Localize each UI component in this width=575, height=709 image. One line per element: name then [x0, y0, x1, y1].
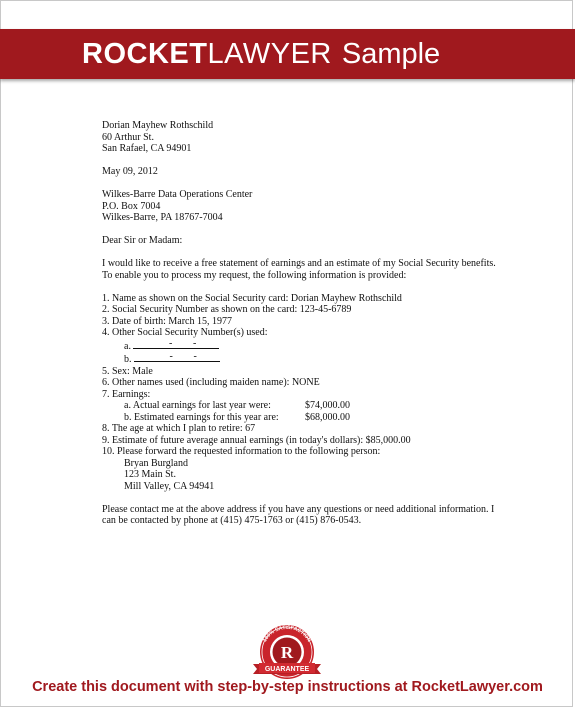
sender-city: San Rafael, CA 94901 — [102, 143, 192, 154]
salutation: Dear Sir or Madam: — [102, 235, 183, 246]
item-7b-label: b. Estimated earnings for this year are: — [124, 411, 279, 423]
blank-dash: - — [192, 337, 197, 349]
intro-line-1: I would like to receive a free statement of earnings and an estimate of my Social Security benefits. — [102, 258, 496, 269]
satisfaction-guarantee-seal-icon — [249, 620, 325, 680]
item-7b-value: $68,000.00 — [305, 411, 350, 423]
blank-dash: - — [193, 351, 197, 362]
letter-body — [102, 120, 502, 527]
sender-street: 60 Arthur St. — [102, 131, 154, 143]
item-4b — [102, 352, 502, 366]
blank-dash: - — [168, 337, 173, 349]
item-7: 7. Earnings: — [102, 388, 151, 400]
item-4: 4. Other Social Security Number(s) used: — [102, 327, 268, 338]
letter-date: May 09, 2012 — [102, 166, 158, 177]
item-4a — [102, 339, 502, 353]
item-4b-label: b. — [124, 354, 132, 365]
item-6: 6. Other names used (including maiden name): NONE — [102, 377, 320, 388]
item-4a-label: a. — [124, 340, 131, 352]
footer-cta-link[interactable]: Create this document with step-by-step instructions at RocketLawyer.com — [32, 679, 543, 695]
item-10: 10. Please forward the requested information to the following person: — [102, 446, 381, 457]
item-2: 2. Social Security Number as shown on the card: 123-45-6789 — [102, 304, 352, 315]
item-8: 8. The age at which I plan to retire: 67 — [102, 423, 256, 434]
forward-city: Mill Valley, CA 94941 — [124, 480, 215, 492]
closing-line-1: Please contact me at the above address if you have any questions or need additional information. I — [102, 503, 495, 515]
closing-line-2: can be contacted by phone at (415) 475-1763 or (415) 876-0543. — [102, 515, 362, 526]
item-7a — [102, 400, 502, 412]
seal-top-text: 100% SATISFACTION — [262, 624, 312, 644]
ssn-blank-b — [134, 352, 220, 362]
item-7b — [102, 412, 502, 424]
item-5: 5. Sex: Male — [102, 365, 153, 377]
recipient-city: Wilkes-Barre, PA 18767-7004 — [102, 212, 223, 223]
recipient-box: P.O. Box 7004 — [102, 200, 161, 212]
brand-rocket: ROCKET — [82, 38, 208, 70]
item-1: 1. Name as shown on the Social Security card: Dorian Mayhew Rothschild — [102, 292, 402, 304]
item-7a-value: $74,000.00 — [305, 400, 350, 411]
brand-lawyer: LAWYER — [207, 38, 332, 70]
item-7a-label: a. Actual earnings for last year were: — [124, 400, 271, 411]
ssn-blank-a — [133, 339, 219, 349]
blank-dash: - — [169, 351, 173, 362]
intro-line-2: To enable you to process my request, the following information is provided: — [102, 269, 407, 281]
item-3: 3. Date of birth: March 15, 1977 — [102, 315, 232, 327]
seal-letter: R — [280, 643, 294, 662]
forward-name: Bryan Burgland — [124, 457, 188, 469]
sample-banner — [0, 29, 575, 79]
brand-sample: Sample — [341, 38, 441, 70]
seal-ribbon-text: GUARANTEE — [264, 666, 310, 673]
recipient-name: Wilkes-Barre Data Operations Center — [102, 189, 253, 200]
sender-name: Dorian Mayhew Rothschild — [102, 120, 214, 131]
forward-street: 123 Main St. — [124, 469, 176, 480]
brand-logo — [82, 29, 440, 79]
item-9: 9. Estimate of future average annual earnings (in today's dollars): $85,000.00 — [102, 434, 411, 446]
